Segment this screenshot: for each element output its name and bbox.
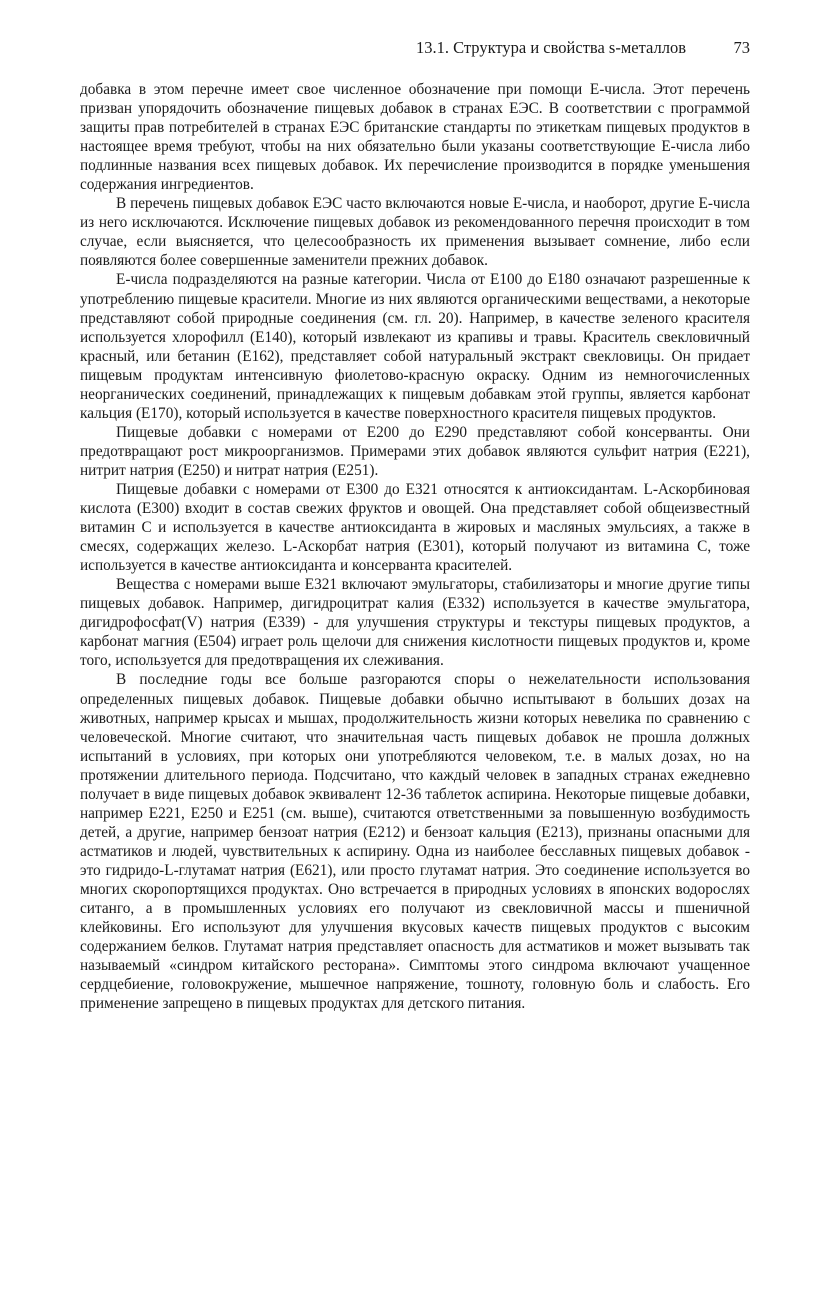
paragraph-continued: добавка в этом перечне имеет свое численное обозначение при помощи Е-числа. Этот перечень призван упорядочить обозначение пищевых добавок в странах ЕЭС. В соответствии с программой защиты прав потребителей в странах ЕЭС британские стандарты по этикеткам пищевых продуктов в настоящее время требуют, чтобы на них обязательно были указаны соответствующие Е-числа либо подлинные названия всех пищевых добавок. Их перечисление производится в порядке уменьшения содержания ингредиентов. bbox=[80, 81, 750, 194]
book-page bbox=[80, 38, 750, 1013]
body-text bbox=[80, 80, 750, 1013]
paragraph: Пищевые добавки с номерами от Е300 до Е321 относятся к антиоксидантам. L-Аскорбиновая кислота (Е300) входит в состав свежих фруктов и овощей. Она представляет собой общеизвестный витамин С и используется в качестве антиоксиданта в жировых и масляных эмульсиях, а также в смесях, содержащих железо. L-Аскорбат натрия (Е301), который получают из витамина С, тоже используется в качестве антиоксиданта и консерванта красителей. bbox=[80, 480, 750, 575]
section-title: 13.1. Структура и свойства s-металлов bbox=[415, 38, 686, 57]
paragraph: В перечень пищевых добавок ЕЭС часто включаются новые Е-числа, и наоборот, другие Е-числа из него исключаются. Исключение пищевых добавок из рекомендованного перечня происходит в том случае, если выясняется, что целесообразность их применения вызывает сомнение, либо если появляются более совершенные заменители прежних добавок. bbox=[80, 195, 750, 270]
page-number: 73 bbox=[733, 38, 750, 57]
paragraph: Вещества с номерами выше Е321 включают эмульгаторы, стабилизаторы и многие другие типы пищевых добавок. Например, дигидроцитрат калия (Е332) используется в качестве эмульгатора, дигидрофосфат(V) натрия (Е339) - для улучшения структуры и текстуры пищевых продуктов, а карбонат магния (Е504) играет роль щелочи для снижения кислотности пищевых продуктов и, кроме того, используется для предотвращения их слеживания. bbox=[80, 576, 750, 670]
paragraph: Пищевые добавки с номерами от Е200 до Е290 представляют собой консерванты. Они предотвращают рост микроорганизмов. Примерами этих добавок являются сульфит натрия (Е221), нитрит натрия (Е250) и нитрат натрия (Е251). bbox=[80, 423, 750, 479]
running-header bbox=[80, 38, 750, 68]
paragraph: В последние годы все больше разгораются споры о нежелательности использования определенных пищевых добавок. Пищевые добавки обычно испытывают в больших дозах на животных, например крысах и мышах, продолжительность жизни которых невелика по сравнению с человеческой. Многие считают, что значительная часть пищевых добавок не прошла должных испытаний в условиях, при которых они употребляются человеком, т.е. в малых дозах, но на протяжении длительного периода. Подсчитано, что каждый человек в западных странах ежедневно получает в виде пищевых добавок эквивалент 12-36 таблеток аспирина. Некоторые пищевые добавки, например Е221, Е250 и Е251 (см. выше), считаются ответственными за повышенную возбудимость детей, а другие, например бензоат натрия (Е212) и бензоат кальция (Е213), признаны опасными для астматиков и людей, чувствительных к аспирину. Одна из наиболее бесславных пищевых добавок - это гидридо-L-глутамат натрия (Е621), или просто глутамат натрия. Это соединение используется во многих скоропортящихся продуктах. Оно встречается в природных условиях в японских водорослях ситанго, а в промышленных условиях его получают из свекловичной массы и пшеничной клейковины. Его используют для улучшения вкусовых качеств пищевых продуктов с высоким содержанием белков. Глутамат натрия представляет опасность для астматиков и может вызывать так называемый «синдром китайского ресторана». Симптомы этого синдрома включают учащенное сердцебиение, головокружение, мышечное напряжение, тошноту, головную боль и слабость. Его применение запрещено в пищевых продуктах для детского питания. bbox=[80, 671, 750, 1013]
paragraph: Е-числа подразделяются на разные категории. Числа от Е100 до Е180 означают разрешенные к употреблению пищевые красители. Многие из них являются органическими веществами, а некоторые представляют собой природные соединения (см. гл. 20). Например, в качестве зеленого красителя используется хлорофилл (Е140), который извлекают из крапивы и травы. Краситель свекловичный красный, или бетанин (Е162), представляет собой натуральный экстракт свекловицы. Он придает пищевым продуктам интенсивную фиолетово-красную окраску. Одним из немногочисленных неорганических соединений, принадлежащих к пищевым добавкам этой группы, является карбонат кальция (Е170), который используется в качестве поверхностного красителя пищевых продуктов. bbox=[80, 271, 750, 422]
